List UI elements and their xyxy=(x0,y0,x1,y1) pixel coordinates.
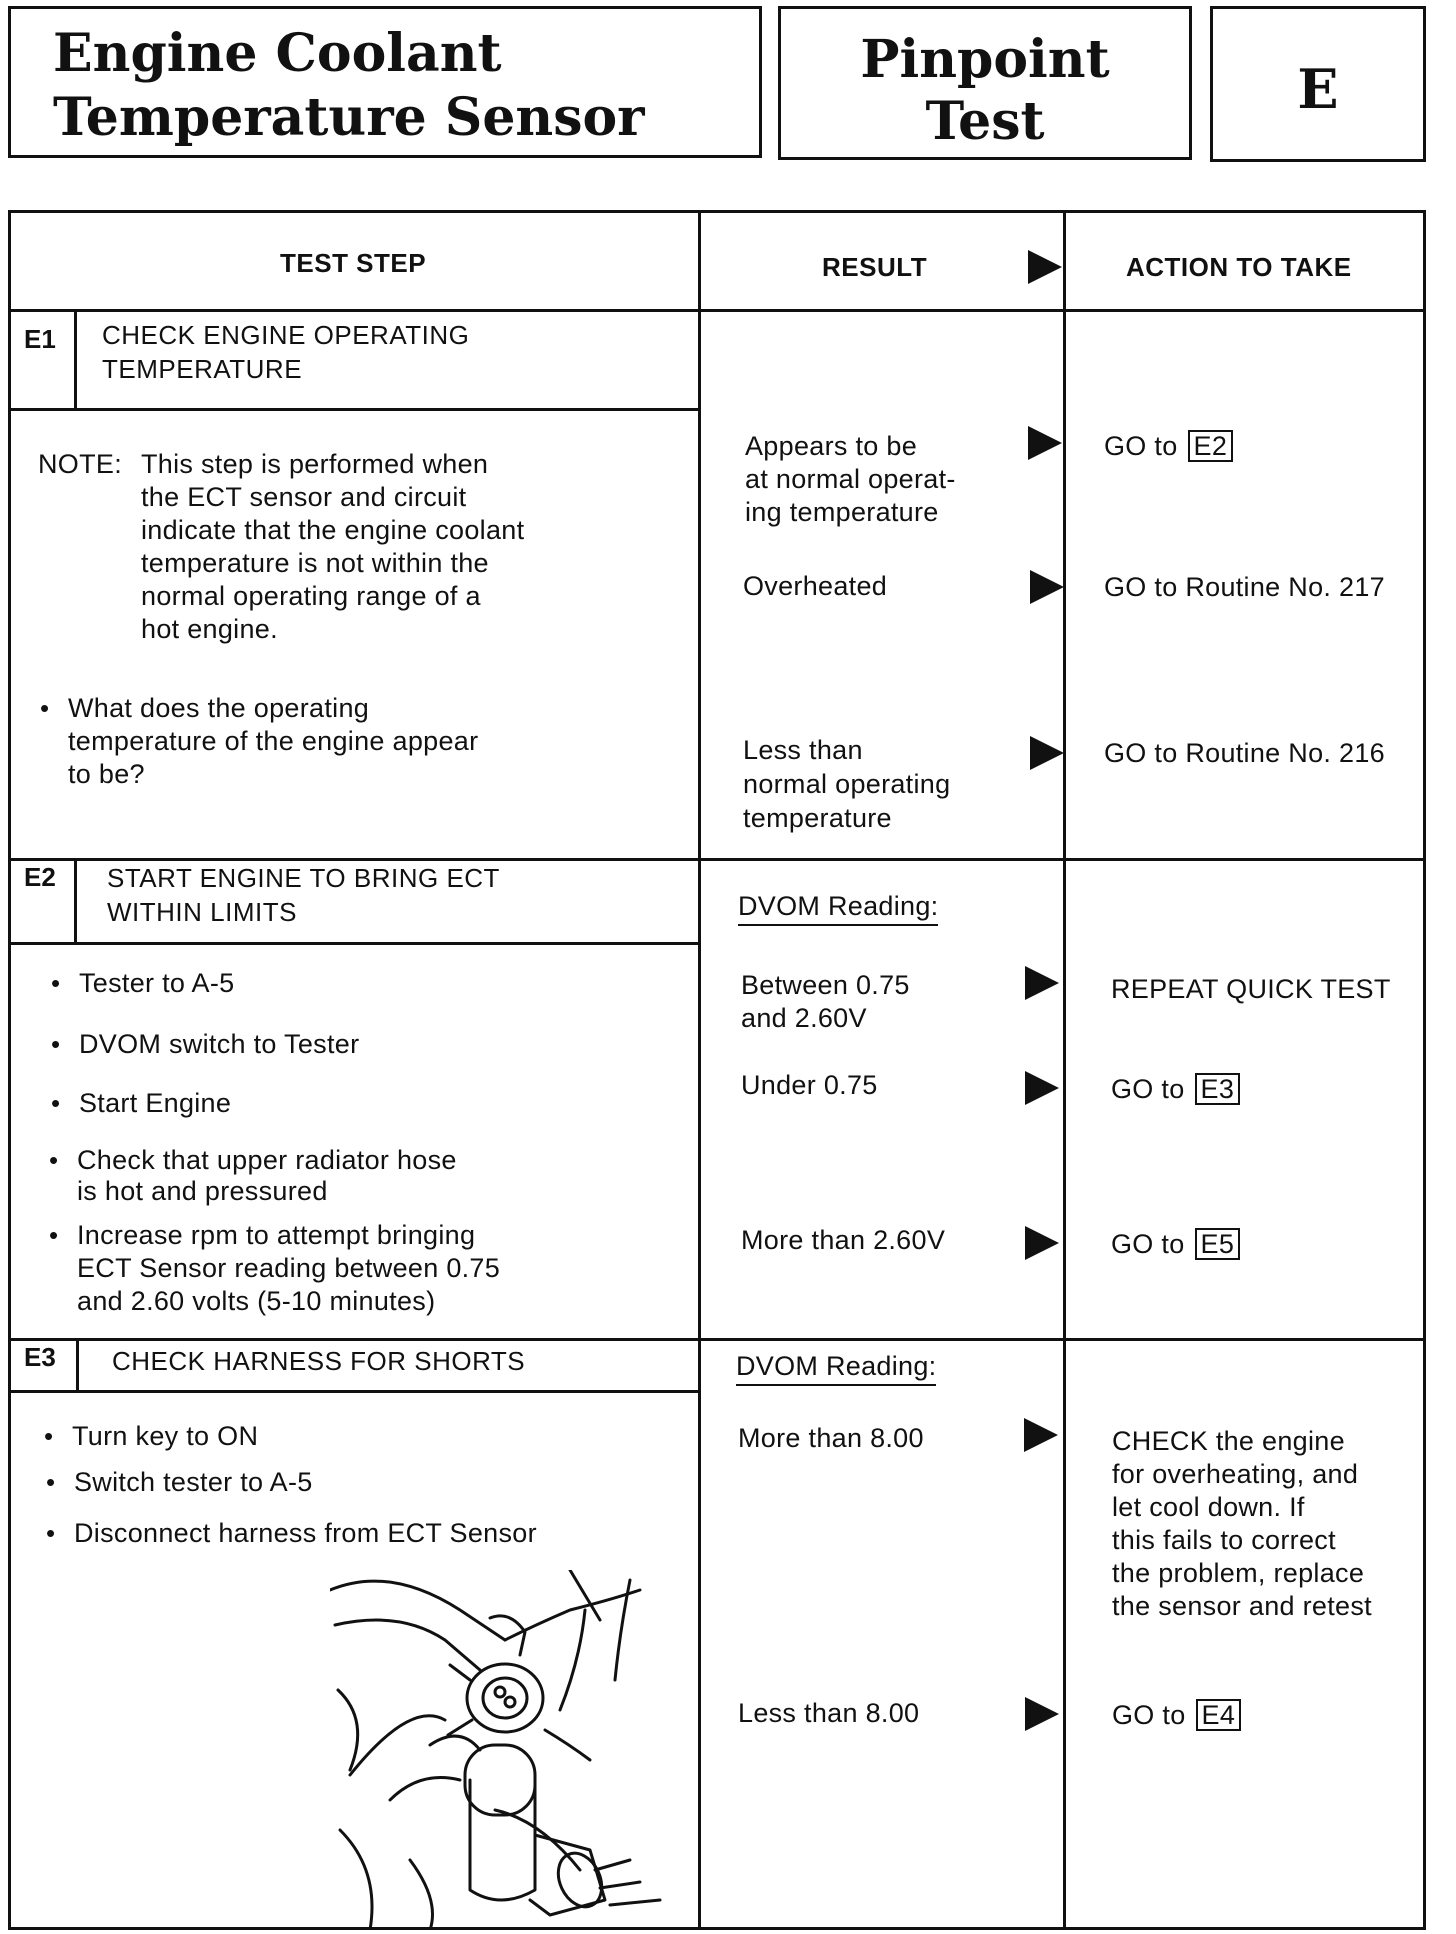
action-text: the sensor and retest xyxy=(1112,1591,1372,1621)
result-arrow-icon xyxy=(1030,736,1064,770)
result-text: and 2.60V xyxy=(741,1003,867,1033)
action-label: GO to xyxy=(1111,1074,1185,1104)
result-arrow-icon xyxy=(1028,250,1062,284)
action-text: GO to Routine No. 216 xyxy=(1104,738,1385,768)
action-text: for overheating, and xyxy=(1112,1459,1359,1489)
step-title-e2-line1: START ENGINE TO BRING ECT xyxy=(107,863,500,893)
note-line: the ECT sensor and circuit xyxy=(141,482,467,512)
action-text: GO to Routine No. 217 xyxy=(1104,572,1385,602)
result-text: Appears to be xyxy=(745,431,918,461)
dvom-reading-text: DVOM Reading: xyxy=(738,891,938,926)
step-id-e2: E2 xyxy=(24,862,56,892)
note-line: This step is performed when xyxy=(141,449,489,479)
note-line: indicate that the engine coolant xyxy=(141,515,525,545)
instruction-bullet: • Check that upper radiator hose xyxy=(77,1144,457,1177)
test-letter-box xyxy=(1210,6,1426,162)
action-text xyxy=(1112,1699,1241,1732)
instruction-bullet: • Disconnect harness from ECT Sensor xyxy=(74,1517,537,1550)
question-line: • What does the operating xyxy=(68,692,369,725)
column-divider-2 xyxy=(1063,210,1066,1930)
action-text xyxy=(1111,1073,1240,1106)
instruction-bullet: • Tester to A-5 xyxy=(79,967,234,1000)
instruction-bullet: • Increase rpm to attempt bringing xyxy=(77,1219,475,1252)
result-arrow-icon xyxy=(1025,1071,1059,1105)
step-title-e1-line1: CHECK ENGINE OPERATING xyxy=(102,320,470,350)
step-title-underline-e2 xyxy=(8,942,698,945)
step-id-divider-e1 xyxy=(74,309,77,410)
action-text: this fails to correct xyxy=(1112,1525,1336,1555)
dvom-reading-text: DVOM Reading: xyxy=(736,1351,936,1386)
result-text: Under 0.75 xyxy=(741,1070,878,1100)
instruction-bullet: • DVOM switch to Tester xyxy=(79,1028,359,1061)
column-header-action: ACTION TO TAKE xyxy=(1126,252,1352,282)
step-divider-e2-e3 xyxy=(8,1338,1426,1341)
dvom-reading-label xyxy=(736,1350,936,1383)
test-type-line2: Test xyxy=(925,91,1045,152)
result-arrow-icon xyxy=(1025,1697,1059,1731)
test-letter: E xyxy=(1297,57,1339,121)
test-type-box xyxy=(778,6,1192,160)
action-text: REPEAT QUICK TEST xyxy=(1111,974,1391,1004)
action-text: the problem, replace xyxy=(1112,1558,1365,1588)
test-type-line1: Pinpoint xyxy=(860,29,1110,90)
instruction-bullet-cont: and 2.60 volts (5-10 minutes) xyxy=(77,1286,436,1316)
note-line: hot engine. xyxy=(141,614,278,644)
result-text: Less than xyxy=(743,735,863,765)
result-arrow-icon xyxy=(1028,426,1062,460)
step-ref-e5[interactable]: E5 xyxy=(1195,1228,1241,1260)
question-line: temperature of the engine appear xyxy=(68,726,479,756)
step-title-e2-line2: WITHIN LIMITS xyxy=(107,897,297,927)
page-title-line1: Engine Coolant xyxy=(53,23,502,84)
instruction-bullet-cont: is hot and pressured xyxy=(77,1176,328,1206)
column-header-result: RESULT xyxy=(822,252,928,282)
result-arrow-icon xyxy=(1024,1418,1058,1452)
step-ref-e2[interactable]: E2 xyxy=(1188,430,1234,462)
header-row-divider xyxy=(8,309,1426,312)
note-line: normal operating range of a xyxy=(141,581,481,611)
step-id-divider-e2 xyxy=(74,858,77,944)
action-text: CHECK the engine xyxy=(1112,1426,1345,1456)
result-text: ing temperature xyxy=(745,497,939,527)
note-line: temperature is not within the xyxy=(141,548,489,578)
step-ref-e4[interactable]: E4 xyxy=(1196,1699,1242,1731)
column-header-test-step: TEST STEP xyxy=(280,248,427,278)
note-label: NOTE: xyxy=(38,449,123,479)
title-box xyxy=(8,6,762,158)
action-text: let cool down. If xyxy=(1112,1492,1305,1522)
action-text xyxy=(1104,430,1233,463)
action-text xyxy=(1111,1228,1240,1261)
result-text: Overheated xyxy=(743,571,888,601)
result-text: temperature xyxy=(743,803,892,833)
step-title-e3-line1: CHECK HARNESS FOR SHORTS xyxy=(112,1346,526,1376)
result-arrow-icon xyxy=(1025,966,1059,1000)
result-text: More than 8.00 xyxy=(738,1423,924,1453)
result-arrow-icon xyxy=(1030,570,1064,604)
step-title-e1-line2: TEMPERATURE xyxy=(102,354,303,384)
dvom-reading-label xyxy=(738,890,938,923)
column-divider-1 xyxy=(698,210,701,1930)
result-text: More than 2.60V xyxy=(741,1225,946,1255)
page-title-line2: Temperature Sensor xyxy=(53,87,645,148)
ect-sensor-illustration xyxy=(330,1570,670,1930)
action-label: GO to xyxy=(1112,1700,1186,1730)
step-title-underline-e1 xyxy=(8,408,698,411)
instruction-bullet-cont: ECT Sensor reading between 0.75 xyxy=(77,1253,501,1283)
instruction-bullet: • Start Engine xyxy=(79,1087,231,1120)
step-id-e3: E3 xyxy=(24,1342,56,1372)
step-id-e1: E1 xyxy=(24,324,56,354)
action-label: GO to xyxy=(1111,1229,1185,1259)
instruction-bullet: • Switch tester to A-5 xyxy=(74,1466,313,1499)
result-arrow-icon xyxy=(1025,1226,1059,1260)
instruction-bullet: • Turn key to ON xyxy=(72,1420,258,1453)
result-text: at normal operat- xyxy=(745,464,956,494)
result-text: normal operating xyxy=(743,769,951,799)
step-ref-e3[interactable]: E3 xyxy=(1195,1073,1241,1105)
step-id-divider-e3 xyxy=(76,1338,79,1392)
action-label: GO to xyxy=(1104,431,1178,461)
step-title-underline-e3 xyxy=(8,1390,698,1393)
question-line: to be? xyxy=(68,759,145,789)
result-text: Less than 8.00 xyxy=(738,1698,920,1728)
result-text: Between 0.75 xyxy=(741,970,910,1000)
